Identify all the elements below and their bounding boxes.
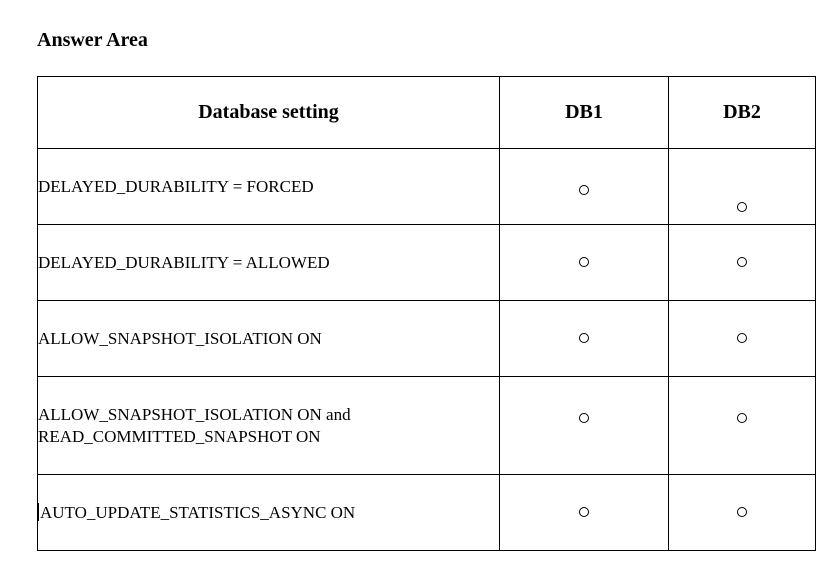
table-row <box>38 475 816 551</box>
db1-option-cell <box>500 475 669 551</box>
db1-radio-button[interactable] <box>579 257 589 267</box>
answer-area-title: Answer Area <box>37 29 148 51</box>
table-header-row <box>38 77 816 149</box>
db1-option-cell <box>500 377 669 475</box>
setting-label: ALLOW_SNAPSHOT_ISOLATION ON and READ_COMMITTED_SNAPSHOT ON <box>38 377 500 475</box>
db2-radio-button[interactable] <box>737 507 747 517</box>
setting-label: DELAYED_DURABILITY = ALLOWED <box>38 225 500 301</box>
db2-radio-button[interactable] <box>737 257 747 267</box>
table-row <box>38 301 816 377</box>
db2-option-cell <box>669 301 816 377</box>
db2-radio-button[interactable] <box>737 413 747 423</box>
db2-option-cell <box>669 475 816 551</box>
setting-label: AUTO_UPDATE_STATISTICS_ASYNC ON <box>40 502 356 522</box>
setting-label: ALLOW_SNAPSHOT_ISOLATION ON <box>38 301 500 377</box>
column-header-db2: DB2 <box>669 77 816 149</box>
db1-radio-button[interactable] <box>579 185 589 195</box>
db1-radio-button[interactable] <box>579 333 589 343</box>
column-header-database-setting: Database setting <box>38 77 500 149</box>
text-cursor <box>38 503 39 521</box>
db1-option-cell <box>500 225 669 301</box>
db1-radio-button[interactable] <box>579 507 589 517</box>
db2-option-cell <box>669 377 816 475</box>
db1-option-cell <box>500 149 669 225</box>
db2-option-cell <box>669 149 816 225</box>
table-row <box>38 149 816 225</box>
setting-label: DELAYED_DURABILITY = FORCED <box>38 149 500 225</box>
db2-option-cell <box>669 225 816 301</box>
table-row <box>38 225 816 301</box>
db1-radio-button[interactable] <box>579 413 589 423</box>
setting-cell <box>38 475 500 551</box>
db1-option-cell <box>500 301 669 377</box>
db2-radio-button[interactable] <box>737 202 747 212</box>
answer-table <box>37 76 816 551</box>
column-header-db1: DB1 <box>500 77 669 149</box>
table-row <box>38 377 816 475</box>
db2-radio-button[interactable] <box>737 333 747 343</box>
